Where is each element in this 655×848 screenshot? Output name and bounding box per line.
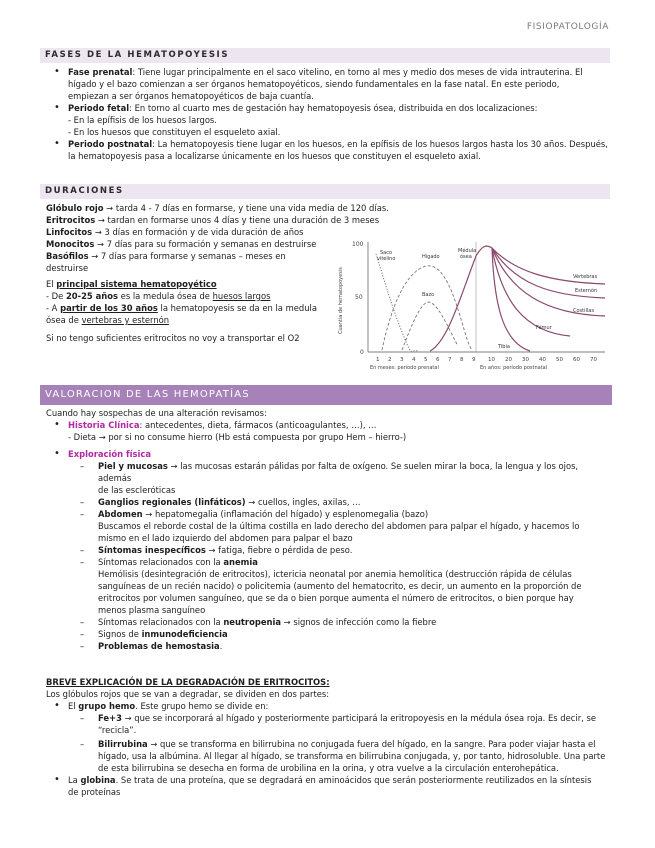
label-vertebras: Vértebras — [573, 274, 598, 280]
header-label: FISIOPATOLOGÍA — [526, 22, 609, 32]
list-item: • Periodo postnatal: La hematopoyesis tiene lugar en los huesos, en la epífisis de los huesos largos hasta los 30 años. Después, la hematopoyesis pasa a localizarse únicamente en los huesos que constituyen el esqueleto axial. — [46, 138, 608, 162]
fases-list — [46, 66, 608, 162]
valoracion-content: Cuando hay sospechas de una alteración revisamos: • Historia Clínica: antecedentes, dieta, fármacos (anticoagulantes, …), … - Dieta → por si no consume hierro (Hb está compuesta por grupo Hem – hierro-) • Exploración física – Piel y mucosas → las mucosas estarán pálidas por falta de oxígeno. Se suelen mirar la boca, la lengua y los ojos, además de las escleróticas – Ganglios regionales (linfáticos) → cuellos, ingles, axilas, … – Abdomen → hepatomegalia (inflamación del hígado) y esplenomegalia (bazo) Buscamos el reborde costal de la última costilla en lado derecho del abdomen para palpar el hígado, y hacemos lo mismo en el lado izquierdo del abdomen para palpar el bazo – Síntomas inespecíficos → fatiga, fiebre o pérdida de peso. – Síntomas relacionados con la anemia Hemólisis (desintegración de eritrocitos), ictericia neonatal por anemia hemolítica (destrucción rápida de células sanguíneas de un recién nacido) o policitemia (aumento del hematocrito, es decir, un aumento en la proporción de eritrocitos por volumen sanguíneo, que se da o bien porque aumenta el número de eritrocitos, o bien porque hay menos plasma sanguíneo – Síntomas relacionados con la neutropenia → signos de infección como la fiebre – Signos de inmunodeficiencia – Problemas de hemostasia. — [46, 407, 612, 652]
label-tibia: Tibia — [498, 344, 510, 350]
label-saco-1: Saco — [380, 250, 393, 256]
x-tick-prenatal: 8 — [460, 357, 464, 363]
label-saco-2: vitelino — [377, 256, 396, 262]
x-tick-postnatal: 70 — [590, 357, 597, 363]
label-medula-1: Médula — [458, 248, 477, 254]
list-item: – Signos de inmunodeficiencia — [46, 628, 612, 640]
series-higado — [382, 266, 472, 351]
series-medula-osea — [430, 246, 492, 351]
label-femur: Fémur — [536, 325, 552, 331]
degradacion-content: BREVE EXPLICACIÓN DE LA DEGRADACIÓN DE ERITROCITOS: Los glóbulos rojos que se van a degradar, se dividen en dos partes: • El grupo hemo. Este grupo hemo se divide en: – Fe+3 → que se incorporará al hígado y posteriormente participará la eritropoyesis en la médula ósea roja. Es decir, se “recicla”. – Bilirrubina → que se transforma en bilirrubina no conjugada fuera del hígado, en la sangre. Para poder viajar hasta el hígado, usa la albúmina. Al llegar al hígado, se transforma en bilirrubina conjugada, y, por tanto, hidrosoluble. Una parte de esta bilirrubina se desecha en forma de urobilina en la orina, y otra vuelve a la circulación enterohepática. • La globina. Se trata de una proteína, que se degradará en aminoácidos que serán posteriormente reutilizados en la síntesis de proteínas — [46, 676, 616, 798]
list-item: • Fase prenatal: Tiene lugar principalmente en el saco vitelino, en torno al mes y medio dos meses de vida intrauterina. El hígado y el bazo comienzan a ser órganos hematopoyéticos, siendo fundamentales en la fase natal. En este periodo, empiezan a ser órganos hematopoyéticos de baja cuantía. — [46, 66, 608, 102]
list-item: – Síntomas inespecíficos → fatiga, fiebre o pérdida de peso. — [46, 544, 612, 556]
x-tick-prenatal: 5 — [424, 357, 428, 363]
label-esternon: Esternón — [575, 288, 598, 294]
y-tick-100: 100 — [352, 241, 364, 248]
label-bazo: Bazo — [422, 292, 435, 298]
section-title-duraciones: DURACIONES — [40, 184, 610, 199]
prenatal-term: Fase prenatal — [68, 67, 133, 77]
list-item: – Síntomas relacionados con la neutropenia → signos de infección como la fiebre — [46, 616, 612, 628]
duraciones-text: Glóbulo rojo → tarda 4 - 7 días en formarse, y tiene una vida media de 120 días. Eritrocitos → tardan en formarse unos 4 días y tiene una duración de 3 meses Linfocitos → 3 días en formación y de vida duración de años Monocitos → 7 días para su formación y semanas en destruirse Basófilos → 7 días para formarse y semanas – meses en destruirse El principal sistema hematopoyético - De 20-25 años es la medula ósea de huesos largos - A partir de los 30 años la hematopoyesis se da en la medula ósea de vertebras y esternón Si no tengo suficientes eritrocitos no voy a transportar el O2 — [46, 202, 426, 344]
fetal-term: Periodo fetal — [68, 103, 130, 113]
x-ticks-postnatal — [488, 357, 597, 363]
x-tick-postnatal: 20 — [505, 357, 512, 363]
x-tick-postnatal: 50 — [556, 357, 563, 363]
x-tick-prenatal: 7 — [448, 357, 452, 363]
y-tick-50: 50 — [355, 294, 363, 301]
list-item — [46, 448, 612, 460]
x-tick-prenatal: 3 — [400, 357, 404, 363]
x-label-prenatal: En meses: período prenatal — [370, 365, 439, 371]
list-item: • Historia Clínica: antecedentes, dieta, fármacos (anticoagulantes, …), … - Dieta → por si no consume hierro (Hb está compuesta por grupo Hem – hierro-) — [46, 419, 612, 443]
x-tick-postnatal: 40 — [539, 357, 546, 363]
y-axis-label: Cuantía de hematopoyesis — [338, 267, 344, 334]
list-item: – Piel y mucosas → las mucosas estarán pálidas por falta de oxígeno. Se suelen mirar la boca, la lengua y los ojos, además — [46, 460, 612, 484]
x-tick-postnatal: 10 — [488, 357, 495, 363]
duraciones-note: Si no tengo suficientes eritrocitos no voy a transportar el O2 — [46, 333, 300, 343]
label-costillas: Costillas — [573, 308, 594, 314]
x-tick-prenatal: 1 — [376, 357, 380, 363]
list-item: – Bilirrubina → que se transforma en bilirrubina no conjugada fuera del hígado, en la sangre. Para poder viajar hasta el — [46, 738, 616, 750]
label-higado: Hígado — [422, 254, 440, 260]
exploracion-term: Exploración física — [68, 449, 151, 459]
x-ticks-prenatal — [376, 357, 476, 363]
list-item: – Síntomas relacionados con la anemia — [46, 556, 612, 568]
section-title-valoracion: VALORACION DE LAS HEMOPATÍAS — [40, 385, 612, 405]
historia-term: Historia Clínica — [68, 420, 140, 430]
list-item: – Abdomen → hepatomegalia (inflamación del hígado) y esplenomegalia (bazo) — [46, 508, 612, 520]
x-tick-postnatal: 60 — [573, 357, 580, 363]
list-item: • Periodo fetal: En torno al cuarto mes de gestación hay hematopoyesis ósea, distribuida en dos localizaciones: - En la epífisis de los huesos largos. - En los huesos que constituyen el esqueleto axial. — [46, 102, 608, 138]
x-tick-postnatal: 30 — [522, 357, 529, 363]
series-saco-vitelino — [376, 254, 418, 352]
hematopoyesis-chart — [330, 232, 610, 372]
x-tick-prenatal: 9 — [472, 357, 476, 363]
degradacion-title: BREVE EXPLICACIÓN DE LA DEGRADACIÓN DE ERITROCITOS: — [46, 677, 330, 687]
x-tick-prenatal: 6 — [436, 357, 440, 363]
list-item: • El grupo hemo. Este grupo hemo se divide en: — [46, 700, 616, 712]
section-title-fases: FASES DE LA HEMATOPOYESIS — [40, 48, 610, 63]
y-tick-0: 0 — [360, 349, 364, 356]
list-item: – Problemas de hemostasia. — [46, 640, 612, 652]
series-costillas — [492, 248, 605, 316]
list-item: • La globina. Se trata de una proteína, que se degradará en aminoácidos que serán posteriormente reutilizados en la síntesis de proteínas — [46, 774, 616, 798]
label-medula-2: ósea — [460, 254, 472, 260]
postnatal-term: Periodo postnatal — [68, 139, 153, 149]
x-tick-prenatal: 2 — [388, 357, 392, 363]
x-label-postnatal: En años: período postnatal — [480, 365, 548, 371]
list-item: – Ganglios regionales (linfáticos) → cuellos, ingles, axilas, … — [46, 496, 612, 508]
list-item: – Fe+3 → que se incorporará al hígado y posteriormente participará la eritropoyesis en la médula ósea roja. Es decir, se — [46, 712, 616, 724]
x-tick-prenatal: 4 — [412, 357, 416, 363]
